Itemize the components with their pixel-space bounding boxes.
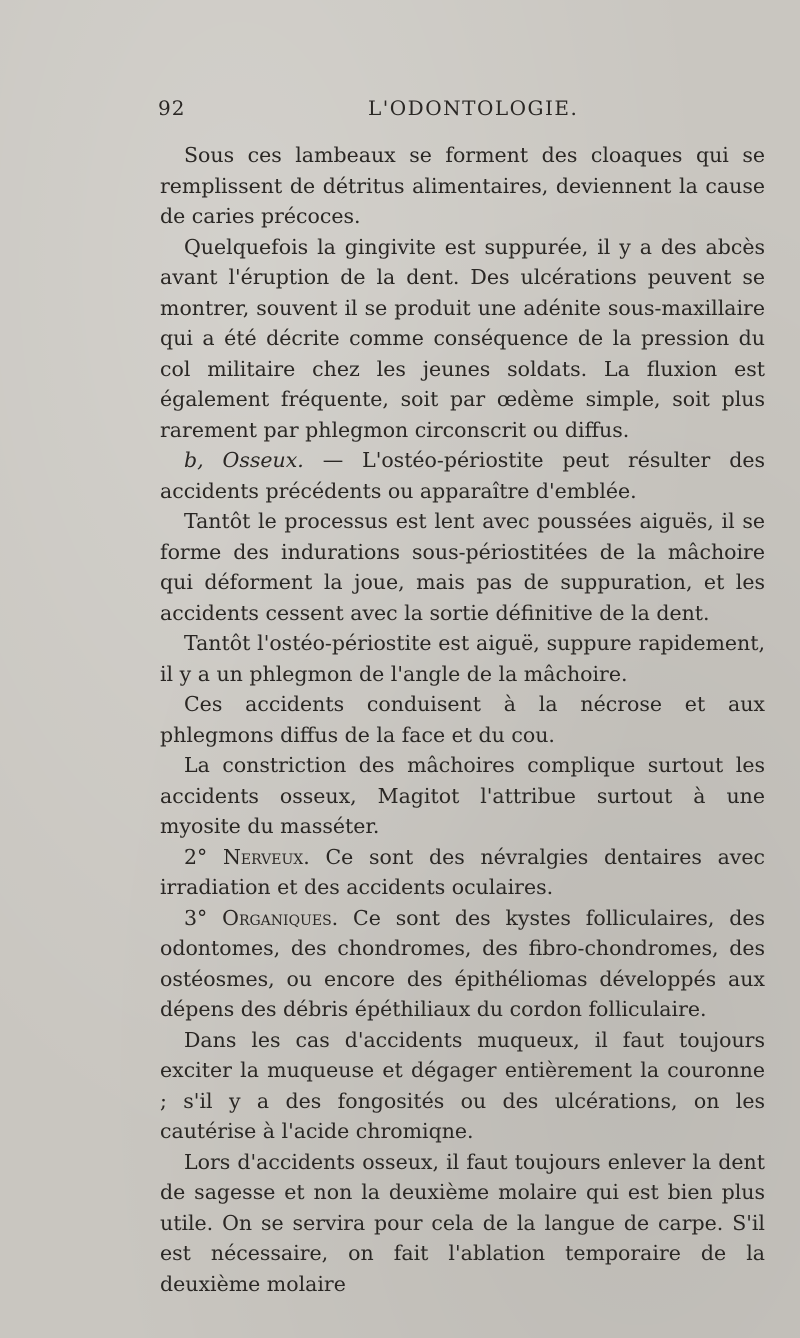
paragraph: Dans les cas d'accidents muqueux, il faut toujours exciter la muqueuse et dégager entièrement la couronne ; s'il y a des fongosités ou des ulcérations, on les cautérise à l'acide chromiqne. bbox=[160, 1027, 765, 1143]
paragraph: Tantôt l'ostéo-périostite est aiguë, suppure rapidement, il y a un phlegmon de l'angle de la mâchoire. bbox=[160, 631, 765, 686]
paragraph: Tantôt le processus est lent avec poussées aiguës, il se forme des indurations sous-périostitées de la mâchoire qui déforment la joue, mais pas de suppuration, et les accidents cessent avec la sortie définitive de la dent. bbox=[160, 509, 765, 625]
paragraph: Ces accidents conduisent à la nécrose et aux phlegmons diffus de la face et du cou. bbox=[160, 692, 765, 747]
section-label: 2° Nerveux. bbox=[184, 844, 310, 869]
section-label: b, Osseux. bbox=[184, 448, 304, 472]
paragraph-nerveux: 2° Nerveux. Ce sont des névralgies dentaires avec irradiation et des accidents oculaires. bbox=[160, 844, 765, 899]
paragraph: Sous ces lambeaux se forment des cloaques qui se remplissent de détritus alimentaires, deviennent la cause de caries précoces. bbox=[160, 143, 765, 228]
running-title: L'ODONTOLOGIE. bbox=[368, 96, 579, 120]
paragraph: La constriction des mâchoires complique surtout les accidents osseux, Magitot l'attribue surtout à une myosite du masséter. bbox=[160, 753, 765, 838]
paragraph-organiques: 3° Organiques. Ce sont des kystes folliculaires, des odontomes, des chondromes, des fibro-chondromes, des ostéosmes, ou encore des épithéliomas développés aux dépens des débris épéthiliaux du cordon folliculaire. bbox=[160, 905, 765, 1021]
body-text bbox=[160, 140, 765, 1299]
running-head bbox=[158, 96, 758, 126]
paragraph: Lors d'accidents osseux, il faut toujours enlever la dent de sagesse et non la deuxième molaire qui est bien plus utile. On se servira pour cela de la langue de carpe. S'il est nécessaire, on fait l'ablation temporaire de la deuxième molaire bbox=[160, 1149, 765, 1296]
section-label: 3° Organiques. bbox=[184, 905, 339, 930]
paragraph: Quelquefois la gingivite est suppurée, il y a des abcès avant l'éruption de la dent. Des ulcérations peuvent se montrer, souvent il se produit une adénite sous-maxillaire qui a été décrite comme conséquence de la pression du col militaire chez les jeunes soldats. La fluxion est également fréquente, soit par œdème simple, soit plus rarement par phlegmon circonscrit ou diffus. bbox=[160, 234, 765, 442]
paragraph-osseux: b, Osseux. — L'ostéo-périostite peut résulter des accidents précédents ou apparaître d'emblée. bbox=[160, 448, 765, 503]
page-number: 92 bbox=[158, 96, 186, 120]
